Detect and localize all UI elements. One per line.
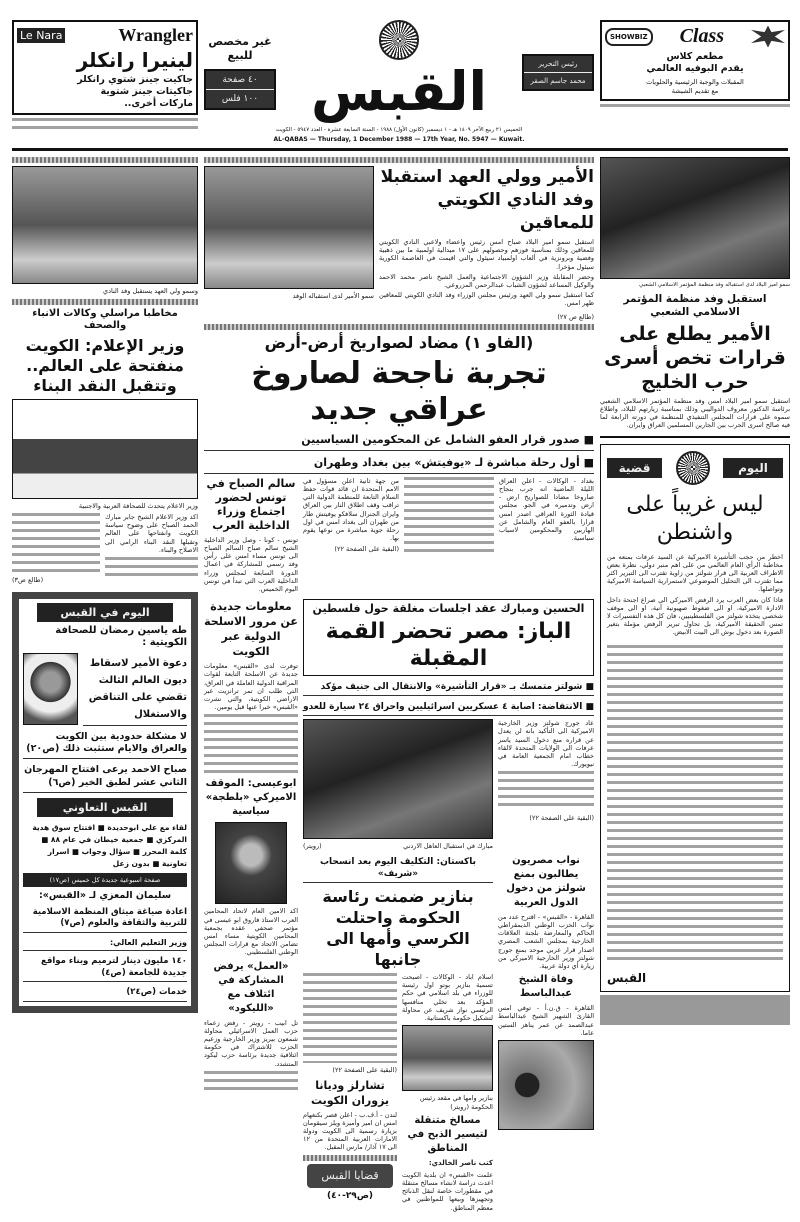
ad-lines [17,74,193,110]
missile-sub2: ■ أول رحلة مباشرة لـ «يوفيتش» بين بغداد وطهران [204,454,594,474]
palestine-caption-row [303,842,493,851]
headline-mobile-slaughter: مسالخ متنقلة لتيسير الذبح في المناطق [407,1115,488,1155]
headline-salem-tunis: سالم الصباح في تونس لحضور اجتماع وزراء الداخلية العرب [206,476,296,532]
more-link[interactable]: (البقية على الصفحة ٢٢) [529,814,594,823]
text-block [404,477,494,557]
divider [204,157,594,163]
text-block [607,645,783,965]
palestine-kicker: الحسين ومبارك عقد اجلسات مغلقة حول فلسطين [312,602,585,616]
article-body: بغداد - الوكالات - اعلن العراق الليلة الماضية انه جرب بنجاح صاروخا مضادا للصواريخ ارض - ارض وتدميره في الجو. مجلس قيادة الثورة العراقي اصدر امس قرارا بالعفو العام والشامل عن الهاربين والمحكومين لاسباب سياسية. [499,476,594,543]
middle-column [204,157,594,1212]
coop-item[interactable]: كلمة المحرر [142,846,187,856]
caption: مبارك في استقبال العاهل الاردني [403,842,493,851]
coop-item[interactable]: جمعية خيطان في عام ٨٨ [50,834,144,844]
today-item[interactable]: ١٤٠ مليون دينار لترميم وبناء مواقع جديدة للجامعة (ص٤) [23,954,187,982]
minister-article-col-left [12,513,100,585]
left-column [12,157,198,1013]
coop-item[interactable]: لقاء مع علي ابوحديدة [107,822,187,832]
divider [12,157,198,163]
text-block [303,973,397,1063]
issue-of-day-box [600,444,790,992]
article-body: القاهرة - «القبس» - اقترح عدد من نواب الحزب الوطني الديمقراطي الحاكم والمعارضة بلجنة العلاقات الخارجية بمجلس الشعب المصري اصدار قرار عربي موحد بمنع جورج شولتز وزير الخارجية الاميركي من زيارة أي دولة عربية. [498,912,594,970]
palestine-text-col [498,719,594,823]
ad-class-details [605,78,785,96]
coop-title: القبس التعاوني [37,798,173,817]
photo-credit: (رويتر) [450,1102,470,1111]
divider [303,1155,397,1161]
ad-line: مطعم كلاس [666,51,724,62]
editor-name: محمد جاسم الصقر [530,76,586,85]
ad-class-restaurant [600,20,790,101]
ad-line: جاكيتات جينز شتوية [100,86,193,97]
today-item[interactable]: خدمات (ص٢٤) [23,985,187,1001]
ad-brand1-ar: رانكلر [76,48,135,72]
headline-not-strange-washington: ليس غريباً على واشنطن [626,491,764,545]
photo-ad-block [498,1040,594,1130]
photo-credit: (رويتر) [303,842,322,851]
divider [204,324,594,330]
today-title: اليوم في القبس [37,603,173,622]
salem-story [204,477,298,593]
ad-branches [12,118,198,132]
lower-middle [204,599,594,1212]
missile-col-2 [303,477,399,554]
lower-stories [303,854,594,1212]
kicker: استقبل وفد منظمة المؤتمر الاسلامي الشعبي [623,292,767,318]
caption-text: بنازير وامها في مقعد رئيس الحكومة [420,1094,493,1111]
disabled-club-story [204,166,594,321]
issue-header [607,451,783,485]
today-lead [23,653,187,726]
higher-ed-title: وزير التعليم العالي: [23,936,187,952]
article-body [607,553,783,639]
ad-brand2-ar: لينيرا [141,48,193,72]
palestine-sub2: ■ الانتفاضة: اصابة ٤ عسكريين اسرائيليين واحراق ٢٤ سيارة للعدو [303,699,594,716]
coop-items: لقاء مع علي ابوحديدة ■ افتتاح سوق هدية المركزي ■ جمعية خيطان في عام ٨٨ ■ كلمة المحرر ■ سؤال وجواب ■ اسرار تعاونية ■ بدون زعل [32,822,187,868]
caption [402,1094,493,1111]
photo-crown-prince [12,166,198,284]
ad-footer-line [600,104,790,110]
masthead-logo-group [311,20,487,124]
today-item[interactable]: اعادة صياغة ميثاق المنظمة الاسلامية للتربية والثقافة والعلوم (ص٧) [23,905,187,933]
article-body: اكد الامين العام لاتحاد المحامين العرب الاستاذ فاروق ابو عيسى في مؤتمر صحفي عقده بجمعية المحامين الكويتية مساء امس تضامن الاتحاد مع قرارات المجلس الوطني الفلسطيني. [204,907,298,957]
headline-benazir: بنازير ضمنت رئاسة الحكومة واحتلت الكرسي وأمها الى جانبها [322,887,474,970]
coop-item[interactable]: بدون زعل [112,858,150,868]
coop-note: صفحة اسبوعية جديدة كل خميس (ص١٧) [23,873,187,887]
editor-box [522,54,594,91]
photo-disabled-club [204,166,374,289]
divider [12,299,198,305]
ad-class-text [605,51,785,75]
masthead-center-row [204,20,594,124]
right-column [600,157,790,1025]
subhead: شولتز متمسك بـ «قرار التأشيرة» والانتقال الى جنيف مؤكد [320,681,583,692]
logo-emblem-icon [379,20,419,60]
ad-brand-wrangler: Wrangler [118,25,193,45]
page-count: ٤٠ صفحة [206,71,274,90]
masthead-logo: القبس [310,60,488,123]
today-item[interactable]: صباح الاحمد يرعى افتتاح المهرجان الثاني عشر لطبق الخير (ص٦) [23,762,187,793]
headline-info-minister: وزير الإعلام: الكويت منفتحة على العالم.. وتتقبل النقد البناء [25,335,185,395]
headline-labour-likud: «العمل» يرفض المشاركة في ائتلاف مع «الليكود» [213,960,289,1014]
photo-benazir [402,1025,493,1091]
disabled-club-text-col [379,166,594,321]
masthead-left-info [204,35,276,110]
today-in-qabas-box [12,592,198,1013]
issue-label-1: قضية [607,458,662,478]
coop-item[interactable]: سؤال وجواب [81,846,131,856]
issue-signature: القبس [607,970,647,985]
ad-line: مع تقديم الشيشة [671,87,719,95]
text-block [204,1071,298,1095]
qadaya-box[interactable]: قضايا القبس [307,1164,393,1188]
star-burst-icon [751,26,785,48]
caption: وزير الاعلام يتحدث للصحافة العربية والاجنبية [78,501,198,510]
photo-mubarak-hussein [303,719,493,839]
ad-line: يقدم البوفيه العالمي [646,63,744,74]
missile-sub1: ■ صدور قرار العفو الشامل عن المحكومين السياسيين [204,431,594,451]
benazir-article [303,973,493,1212]
benazir-kicker: باكستان: التكليف اليوم بعد انسحاب «شريف» [303,854,493,883]
ad-class-column [600,20,790,144]
ad-class-brand: Class [679,25,725,47]
more-link[interactable]: (البقية على الصفحة ٢٢) [334,545,399,554]
ad-line: ماركات أخرى.. [124,98,193,109]
benazir-section [303,854,493,1212]
ad-class-brand-row [605,25,785,48]
paragraph: فاذا كان بعض العرب يرد الرفض الاميركي الى صراع اجنحة داخل الادارة الاميركية، او الى ضغوط صهيونية آنية، او الى موقف شخصي يتخذه شولتز من الفلسطينيين، فان كل هذه التفسيرات لا تمس الحقيقة الاميركية، بل تحاول تبرير الرفض مؤملة بتغير الصورة بعد دخول بوش الى البيت الابيض. [607,595,783,637]
ad-line: المقبلات والوجبة الرئيسية والحلويات [646,78,744,86]
date-line-en: AL-QABAS — Thursday, 1 December 1988 — 17th Year, No. 5947 — Kuwait. [273,136,525,143]
price: ١٠٠ فلس [221,93,259,104]
text-block [12,513,100,573]
ad-brand-ar [17,48,193,72]
text-block [204,714,298,774]
ad-strip [600,995,790,1025]
pages-price-box [204,69,276,110]
minister-article-col-right [105,513,198,581]
missile-articles [204,477,594,593]
caption: وسمو ولي العهد يستقبل وفد النادي [102,287,198,295]
mid-left-subcolumn [204,599,298,1095]
disabled-club-photo-col [204,166,374,301]
article-body: توفرت لدى «القبس» معلومات جديدة عن الاسلحة التابعة لقوات المراقبة الدولية العاملة في العراق، التي طلب ان تمر ترانزيت عبر الاراضي الكويتية، والتي نشرت «القبس» خبرا عنها قبل يومين. [204,662,298,712]
ad-wrangler [12,20,198,115]
palestine-sub1: ■ شولتز متمسك بـ «قرار التأشيرة» والانتقال الى جنيف مؤكد [303,679,594,696]
text-block [105,557,198,581]
palestine-article [303,719,594,851]
photo-emir-islamic-conference [600,157,790,279]
headline-baz-summit: الباز: مصر تحضر القمة المقبلة [325,618,572,672]
caption: سمو الأمير لدى استقباله الوفد [292,292,374,300]
coop-item[interactable]: اسرار تعاونية [47,846,187,868]
ad-showbiz: SHOWBIZ [605,28,653,46]
subhead: صدور قرار العفو الشامل عن المحكومين السياسيين [301,433,580,447]
photo-abueisa [215,822,287,904]
mid-right-subcolumn [303,599,594,1212]
article-body [379,238,594,310]
byline: كتب ناصر الخالدي: [428,1159,493,1168]
masthead [12,20,790,144]
paragraph: اخطر من حجب التأشيرة الاميركية عن السيد عرفات بمنعه من مخاطبة الرأي العام العالمي من على اهم منبر دولي، نظرة بعض الاطراف العربية الى قرار شولتز من زاوية تقترب الى التبرير اكثر مما تقترب الى التحليل الموضوعي لاستمرارية السياسة الاميركية وتواصلها. [607,552,783,594]
article-body: علمت «القبس» ان بلدية الكويت اعدت دراسة لانشاء مسالخ متنقلة في مقطورات خاصة لنقل الذبائح وتجهيزها وبيعها للمواطنين في معظم المناطق. [402,1170,493,1212]
minister-article [12,513,198,585]
palestine-box [303,599,594,676]
today-portrait [23,653,78,725]
not-for-sale: غير مخصص للبيع [208,34,272,62]
subhead: أول رحلة مباشرة لـ «يوفيتش» بين بغداد وطهران [313,455,580,469]
caption: سمو امير البلاد لدى استقباله وفد منظمة المؤتمر الاسلامي الشعبي [638,282,790,288]
photo-press-conference [12,399,198,499]
missile-kicker: (الفاو ١) مضاد لصواريخ أرض-أرض [264,333,534,353]
page-body [12,157,790,1212]
palestine-photo-col [303,719,493,851]
muzaini-title: سليمان المعزي لـ «القبس»: [38,889,172,901]
article-body: من جهة ثانية اعلن مسؤول في الامم المتحدة ان قائد قوات حفظ السلام التابعة للمنظمة الدولية التي تراقب وقف اطلاق النار بين العراق وايران الجنرال سلافكو يوفيتش طار من طهران الى بغداد امس في اول رحلة جوية مباشرة من نوعها يقوم بها. [303,476,399,543]
ad-brand-lenara: Le Nara [17,28,65,43]
benazir-col-left [303,973,397,1202]
more-link[interactable]: (البقية على الصفحة ٢٢) [332,1066,397,1075]
ad-brand-row [17,25,193,46]
article-body: عاد جورج شولتز وزير الخارجية الاميركية الى التأكيد بانه لن يعدل عن قراره منع دخول السيد ياسر عرفات الى الولايات المتحدة لالقاء خطاب امام الجمعية العامة في نيويورك. [498,719,594,769]
more-link[interactable]: (طالع ص٣) [12,576,44,584]
article-body: اكد وزير الاعلام الشيخ جابر مبارك الحمد الصباح على وضوح سياسة الكويت وانفتاحها على العالم وتقبلها النقد البناء الرامي الى الاصلاح والبناء. [105,513,198,554]
today-intro: طه ياسين رمضان للصحافة الكويتية : [55,624,187,648]
masthead-center [204,20,594,144]
article-body: تل ابيب - رويتر - رفض زعماء حزب العمل الاسرائيلي محاولة شمعون بيريز وزير الخارجية وزعيم الحزب للاشتراك في حكومة ائتلافية جديدة برئاسة حزب ليكود المتشدد. [204,1018,298,1068]
paragraph: وحضر المقابلة وزير الشؤون الاجتماعية والعمل الشيخ ناصر محمد الاحمد والوكيل المساعد لشؤون الشباب عبدالرحمن المزروعي. [379,272,594,290]
divider [600,436,790,438]
egypt-obit-col [498,854,594,1130]
qadaya-pages: (ص٢٩-٤٠) [326,1190,374,1201]
subhead: الانتفاضة: اصابة ٤ عسكريين اسرائيليين واحراق ٢٤ سيارة للعدو [303,702,583,713]
ad-line: جاكيت جينز شتوي رانكلر [77,74,193,85]
coop-item[interactable]: افتتاح سوق هدية المركزي [32,822,187,844]
headline-arms-transit: معلومات جديدة عن مرور الاسلحة الدولية عبر الكويت [204,600,298,659]
headline-obituary: وفاة الشيخ عبدالباسط [518,974,574,1000]
kicker: مخاطبا مراسلي وكالات الانباء والصحف [32,307,178,331]
headline-emir-gulf-pow: الأمير يطلع على قرارات تخص أسرى حرب الخليج [604,322,786,393]
headline-charles-diana: تشارلز وديانا يزوران الكويت [310,1078,390,1107]
issue-label-2: اليوم [723,458,783,478]
masthead-rule [12,148,788,151]
article-body: تونس - كونا - وصل وزير الداخلية الشيخ سالم صباح السالم الصباح الى تونس مساء امس على رأس وفد رسمي للمشاركة في اعمال الدورة السابعة لمجلس وزراء الداخلية العرب التي تبدأ في تونس اليوم الخميس. [204,535,298,594]
paragraph: استقبل سمو امير البلاد صباح امس رئيس واعضاء ولاعبي النادي الكويتي للمعاقين وذلك بمناسبة فوزهم وحصولهم على ١٧ ميدالية اولمبية ما بين ذهبية وفضية وبرونزية في ألعاب اولمبياد سيئول والتي اقيمت في العاصمة الكورية سيئول مؤخرا. [379,238,595,271]
headline-emir-disabled-club: الأمير وولي العهد استقبلا وفد النادي الكويتي للمعاقين [380,167,594,233]
ad-wrangler-column [12,20,198,144]
article-body: استقبل سمو امير البلاد امس وفد منظمة المؤتمر الاسلامي الشعبي برئاسة الدكتور معروف الدواليبي وذلك بمناسبة زيارتهم للبلاد، واطلاع سموه على قرارات المجلس التنفيذي للمنظمة في دورته الرابعة لما فيه صالح اسرى الحرب بين الجارين المسلمين العراق وايران. [600,396,790,430]
editor-label: رئيس التحرير [524,56,592,73]
article-body: القاهرة - ق.ن.أ - توفي امس القارئ الشهير الشيخ عبدالباسط عبدالصمد عن عمر يناهز الستين عاما. [498,1004,594,1037]
today-item[interactable]: لا مشكلة حدودية بين الكويت والعراق والايام ستثبت ذلك (ص٢٠) [23,729,187,760]
text-block [498,771,594,811]
date-line-ar: الخميس ٢١ ربيع الآخر ١٤٠٩ هـ - ١ ديسمبر (كانون الأول) ١٩٨٨ - السنة السابعة عشرة - العدد ٥٩٤٧ - الكويت [275,127,523,133]
today-item[interactable]: دعوة الأمير لاسقاط ديون العالم الثالث تقضي على التناقض والاستغلال [83,653,187,726]
article-body: لندن - أ.ف.ب - اعلن قصر بكنغهام امس ان امير وأميرة ويلز سيقومان بزيارة رسمية الى الكويت ودولة الامارات العربية المتحدة من ١٢ الى ١٧ آذار/ مارس المقبل. [303,1110,397,1152]
headline-egypt-mps: نواب مصريون يطالبون بمنع شولتز من دخول الدول العربية [506,854,586,908]
benazir-col-right [402,973,493,1212]
paragraph: كما استقبل سمو ولي العهد ورئيس مجلس الوزراء وفد النادي الكويتي للمعاقين ظهر امس. [379,291,594,308]
logo-emblem-icon [676,451,710,485]
article-body: اسلام اباد - الوكالات - اصبحت تسمية بنازير بوتو اول رئيسة للوزراء في بلد اسلامي في حكم المؤكد بعد تخلي منافسها الرئيسي نواز شريف عن محاولة لتشكيل حكومة باكستانية. [402,973,493,1023]
headline-iraqi-missile: تجربة ناجحة لصاروخ عراقي جديد [251,356,547,428]
more-link[interactable]: (طالع ص ٢٧) [557,312,594,321]
headline-abueisa: ابوعيسى: الموقف الاميركي «بلطجة» سياسية [205,778,297,818]
